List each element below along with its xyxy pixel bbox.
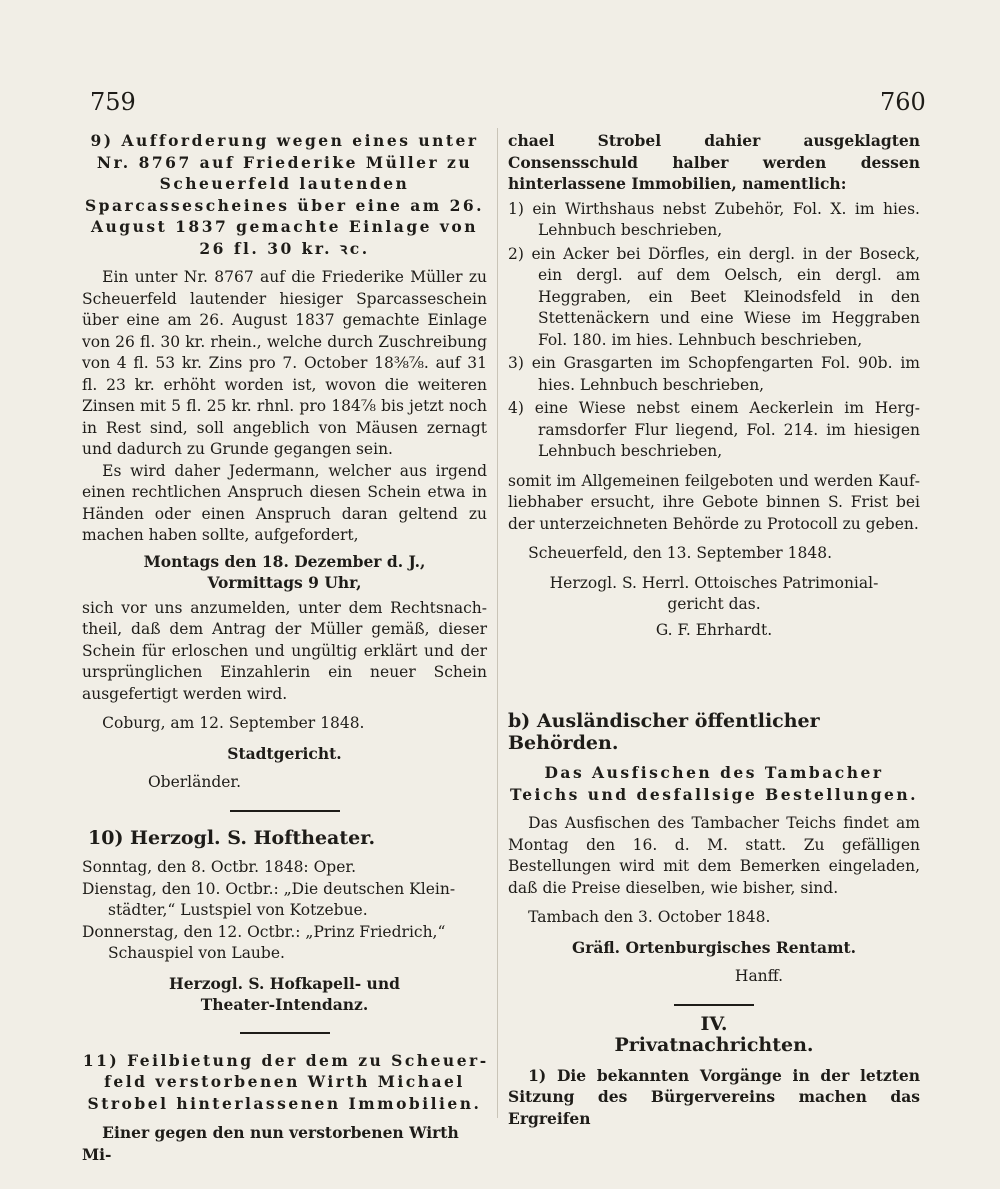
notice-9-body-3: sich vor uns anzumelden, unter dem Rechtsnachtheil, daß dem Antrag der Müller gemäß, dieser Schein für erloschen und ungültig erklärt und der ursprünglichen Einzahlerin ein neuer Schein ausgefertigt werden wird. [82,598,487,703]
section-iv-number: IV. [700,1012,728,1035]
column-divider [497,128,498,1118]
left-column [82,130,487,1165]
notice-9-body-1: Ein unter Nr. 8767 auf die Friederike Müller zu Scheuerfeld lautender hiesiger Sparcasseschein über eine am 26. August 1837 gemachte Einlage von 26 fl. 30 kr. rhein., welche durch Zuschreibung von 4 fl. 53 kr. Zins pro 7. October 18⅜⅞. auf 31 fl. 23 kr. erhöht worden ist, wovon die weiteren Zinsen mit 5 fl. 25 kr. rhnl. pro 184⅞ bis jetzt noch in Rest sind, soll angeblich von Mäusen zernagt und dadurch zu Grunde gegangen sein. [82,268,487,458]
notice-9-court: Stadtgericht. [227,743,342,763]
notice-11-place-date: Scheuerfeld, den 13. September 1848. [528,544,833,562]
list-item: 4) eine Wiese nebst einem Aeckerlein im Hergramsdorfer Flur liegend, Fol. 214. im hiesigen Lehnbuch beschrieben, [508,399,920,460]
notice-9-heading: 9) Aufforderung wegen eines unter Nr. 8767 auf Friederike Müller zu Scheuerfeld lautenden Sparcassescheines über eine am 26. August 1837 gemachte Einlage von 26 fl. 30 kr. ꝛc. [84,131,485,258]
section-rule-2 [240,1032,330,1034]
section-b-heading: b) Ausländischer öffentlicher Behörden. [508,710,820,754]
notice-9-signature: Oberländer. [147,773,242,791]
fishing-body: Das Ausfischen des Tambacher Teichs findet am Montag den 16. d. M. statt. Zu gefälligen Bestellungen wird mit dem Bemerken eingeladen, daß die Preise dieselben, wie bisher, sind. [508,814,920,897]
fishing-signature: Hanff. [734,967,784,985]
notice-9-place-date: Coburg, am 12. September 1848. [102,714,365,732]
fishing-office: Gräfl. Ortenburgisches Rentamt. [571,937,857,957]
notice-10-heading: 10) Herzogl. S. Hoftheater. [88,826,376,849]
theatre-tuesday: Dienstag, den 10. Octbr.: „Die deutschen Kleinstädter,“ Lustspiel von Kotzebue. [82,879,456,919]
right-column [508,130,920,1129]
section-rule-3 [674,1004,754,1006]
private-notice-1: 1) Die bekannten Vorgänge in der letzten Sitzung des Bürgervereins machen das Ergreifen [508,1065,920,1128]
notice-11-heading: 11) Feilbietung der dem zu Scheuerfeld verstorbenen Wirth Michael Strobel hinterlassenen Immobilien. [82,1050,487,1113]
list-item: 2) ein Acker bei Dörfles, ein dergl. in der Boseck, ein dergl. auf dem Oelsch, ein dergl. am Heggraben, ein Beet Kleinodsfeld in den Stettenäckern und eine Wiese im Heggraben Fol. 180. im hies. Lehnbuch beschrieben, [508,244,920,349]
notice-9-body-2: Es wird daher Jedermann, welcher aus irgend einen rechtlichen Anspruch diesen Schein etwa in Händen oder einen Anspruch daran geltend zu machen haben sollte, aufgefordert, [82,461,487,544]
page-number-right: 760 [880,88,926,116]
notice-9-date-line-2: Vormittags 9 Uhr, [207,573,362,592]
notice-11-signature: G. F. Ehrhardt. [655,620,773,639]
notice-11-court: Herzogl. S. Herrl. Ottoisches Patrimonialgericht das. [549,573,879,613]
list-item: 3) ein Grasgarten im Schopfengarten Fol. 90b. im hies. Lehnbuch beschrieben, [508,354,920,394]
theatre-signature: Herzogl. S. Hofkapell- und Theater-Intendanz. [169,973,400,1014]
list-item: 1) ein Wirthshaus nebst Zubehör, Fol. X. im hies. Lehnbuch beschrieben, [508,199,920,239]
notice-11-continuation: chael Strobel dahier ausgeklagten Consensschuld halber werden dessen hinterlassene Immobilien, namentlich: [508,131,920,193]
theatre-sunday: Sonntag, den 8. Octbr. 1848: Oper. [82,858,357,876]
page-number-left: 759 [90,88,136,116]
section-iv-title: Privatnachrichten. [614,1034,814,1056]
section-rule [230,810,340,812]
notice-9-date-line-1: Montags den 18. Dezember d. J., [143,551,426,571]
notice-11-body: Einer gegen den nun verstorbenen Wirth Mi- [82,1123,459,1164]
fishing-place-date: Tambach den 3. October 1848. [528,908,771,926]
fishing-heading: Das Ausfischen des Tambacher Teichs und desfallsige Bestellungen. [509,763,919,804]
theatre-thursday: Donnerstag, den 12. Octbr.: „Prinz Friedrich,“ Schauspiel von Laube. [82,922,446,962]
notice-11-continuation-2: somit im Allgemeinen feilgeboten und werden Kaufliebhaber ersucht, ihre Gebote binnen S. Frist bei der unterzeichneten Behörde zu Protocoll zu geben. [508,471,920,533]
property-list [508,199,920,463]
